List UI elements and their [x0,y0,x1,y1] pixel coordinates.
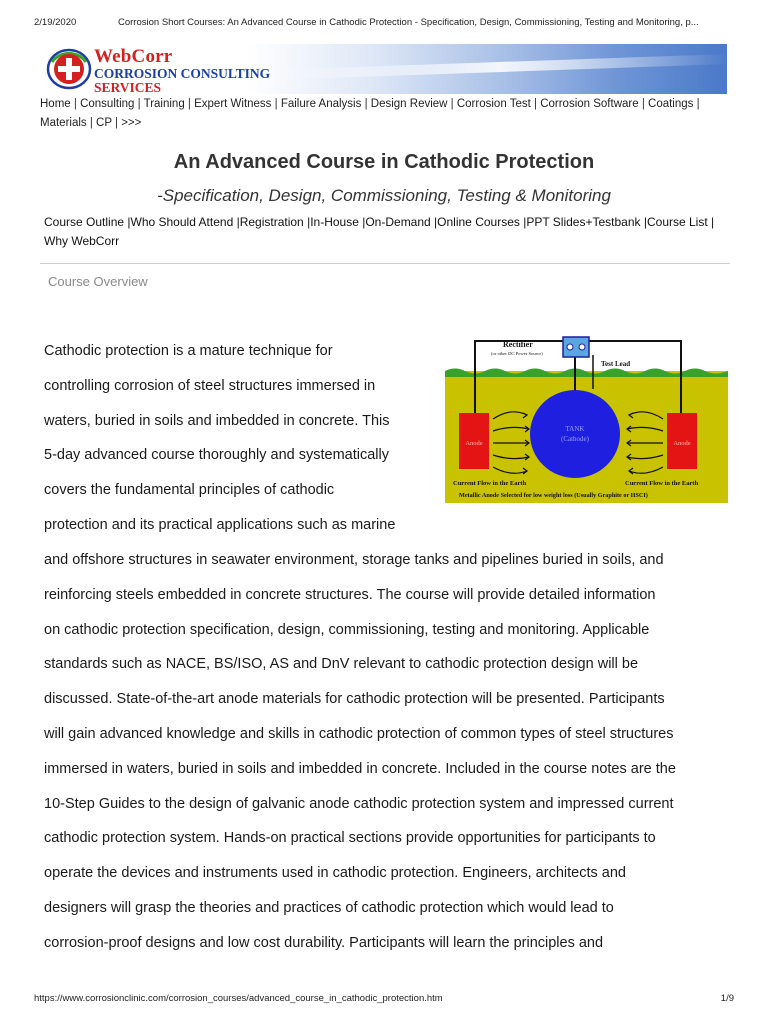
course-nav-why-webcorr[interactable]: Why WebCorr [44,234,120,248]
course-nav-in-house[interactable]: In-House [310,215,359,229]
paragraph-line: standards such as NACE, BS/ISO, AS and DnV relevant to cathodic protection design will be [44,656,639,673]
nav-corrosion-test[interactable]: Corrosion Test [456,98,531,110]
nav-consulting[interactable]: Consulting [80,98,135,110]
paragraph-line: on cathodic protection specification, design, commissioning, testing and monitoring. Applicable [44,621,650,638]
print-page-title: Corrosion Short Courses: An Advanced Course in Cathodic Protection - Specification, Design, Commissioning, Testing and Monitoring, p... [118,17,699,28]
paragraph-line: and offshore structures in seawater environment, storage tanks and pipelines buried in soils, and [44,552,664,568]
nav-expert-witness[interactable]: Expert Witness [194,98,272,110]
course-nav-on-demand[interactable]: On-Demand [365,215,431,229]
paragraph-line: operate the devices and instruments used in cathodic protection. Engineers, architects and [44,865,626,882]
course-nav-registration[interactable]: Registration [239,215,304,229]
paragraph-line: controlling corrosion of steel structures immersed in [44,377,376,394]
paragraph-line: immersed in waters, buried in soils and imbedded in concrete. Included in the course notes are the [44,760,676,777]
nav-corrosion-software[interactable]: Corrosion Software [540,98,639,110]
page-title: An Advanced Course in Cathodic Protection [173,151,595,173]
paragraph-line: corrosion-proof designs and low cost durability. Participants will learn the principles and [44,934,604,951]
nav-cp[interactable]: CP [96,117,112,129]
course-nav-who-should-attend[interactable]: Who Should Attend [130,215,234,229]
paragraph-line: 10-Step Guides to the design of galvanic anode cathodic protection system and impressed current [44,795,674,812]
print-date: 2/19/2020 [34,17,77,28]
course-nav-outline[interactable]: Course Outline [44,215,125,229]
paragraph-line: 5-day advanced course thoroughly and systematically [44,447,389,464]
nav-home[interactable]: Home [40,98,71,110]
logo-line-services: SERVICES [94,79,162,94]
course-nav-online-courses[interactable]: Online Courses [437,215,520,229]
logo-wordmark[interactable] [94,47,270,94]
tank-label: TANK [565,425,585,433]
anode-left-label: Anode [465,440,483,447]
print-page-number: 1/9 [720,993,734,1004]
paragraph-line: Cathodic protection is a mature technique for [44,343,333,359]
paragraph-line: will gain advanced knowledge and skills in cathodic protection of common types of steel structures [44,725,674,742]
rectifier-terminal-icon [579,344,585,350]
webcorr-logo-icon[interactable] [46,48,92,90]
paragraph-line: cathodic protection system. Hands-on practical sections provide opportunities for participants to [44,830,656,847]
nav-failure-analysis[interactable]: Failure Analysis [280,98,362,110]
banner-streak [270,54,727,80]
paragraph-line: reinforcing steels embedded in concrete structures. The course will provide detailed information [44,586,656,603]
grass-line [445,369,728,378]
site-nav: Home | Consulting | Training | Expert Witness | Failure Analysis | Design Review | Corrosion Test | Corrosion Software | Coatings | Materials | CP | >>> [40,98,700,129]
overview-paragraph-bottom [44,543,734,961]
rectifier-sublabel: (or other DC Power Source) [491,351,543,356]
print-footer [0,990,768,1010]
print-url: https://www.corrosionclinic.com/corrosion_courses/advanced_course_in_cathodic_protection.htm [34,993,443,1004]
tank-sublabel: (Cathode) [561,435,589,443]
nav-materials[interactable]: Materials [40,117,87,129]
diagram-caption: Metallic Anode Selected for low weight loss (Usually Graphite or HSCI) [459,492,648,499]
current-flow-right-label: Current Flow in the Earth [625,480,699,487]
nav-training[interactable]: Training [143,98,185,110]
paragraph-line: waters, buried in soils and imbedded in concrete. This [44,412,390,429]
test-lead-label: Test Lead [601,360,631,368]
paragraph-line: designers will grasp the theories and practices of cathodic protection which would lead to [44,899,614,916]
print-header [0,0,768,40]
cathodic-protection-diagram [445,335,728,503]
paragraph-line: discussed. State-of-the-art anode materials for cathodic protection will be presented. Participants [44,691,665,708]
nav-design-review[interactable]: Design Review [370,98,448,110]
rectifier-label: Rectifier [503,340,533,349]
logo-line-webcorr: WebCorr [94,46,173,67]
current-flow-left-label: Current Flow in the Earth [453,480,527,487]
section-divider [40,263,730,264]
paragraph-line: protection and its practical applications such as marine [44,516,396,533]
nav-more[interactable]: >>> [121,117,142,129]
course-nav-ppt-slides[interactable]: PPT Slides+Testbank [526,215,641,229]
logo-line-consulting: CORROSION CONSULTING [94,66,271,81]
tank-cathode [530,390,620,478]
page-subtitle: -Specification, Design, Commissioning, Testing & Monitoring [157,186,611,205]
course-nav-course-list[interactable]: Course List [646,215,708,229]
anode-right-label: Anode [673,440,691,447]
section-label: Course Overview [48,274,148,289]
overview-paragraph-top [44,334,424,543]
rectifier-terminal-icon [567,344,573,350]
paragraph-line: covers the fundamental principles of cathodic [44,482,335,499]
nav-coatings[interactable]: Coatings [648,98,694,110]
site-banner [40,44,727,94]
course-nav: Course Outline |Who Should Attend |Registration |In-House |On-Demand |Online Courses |PPT Slides+Testbank |Course List | Why WebCorr [44,215,715,248]
